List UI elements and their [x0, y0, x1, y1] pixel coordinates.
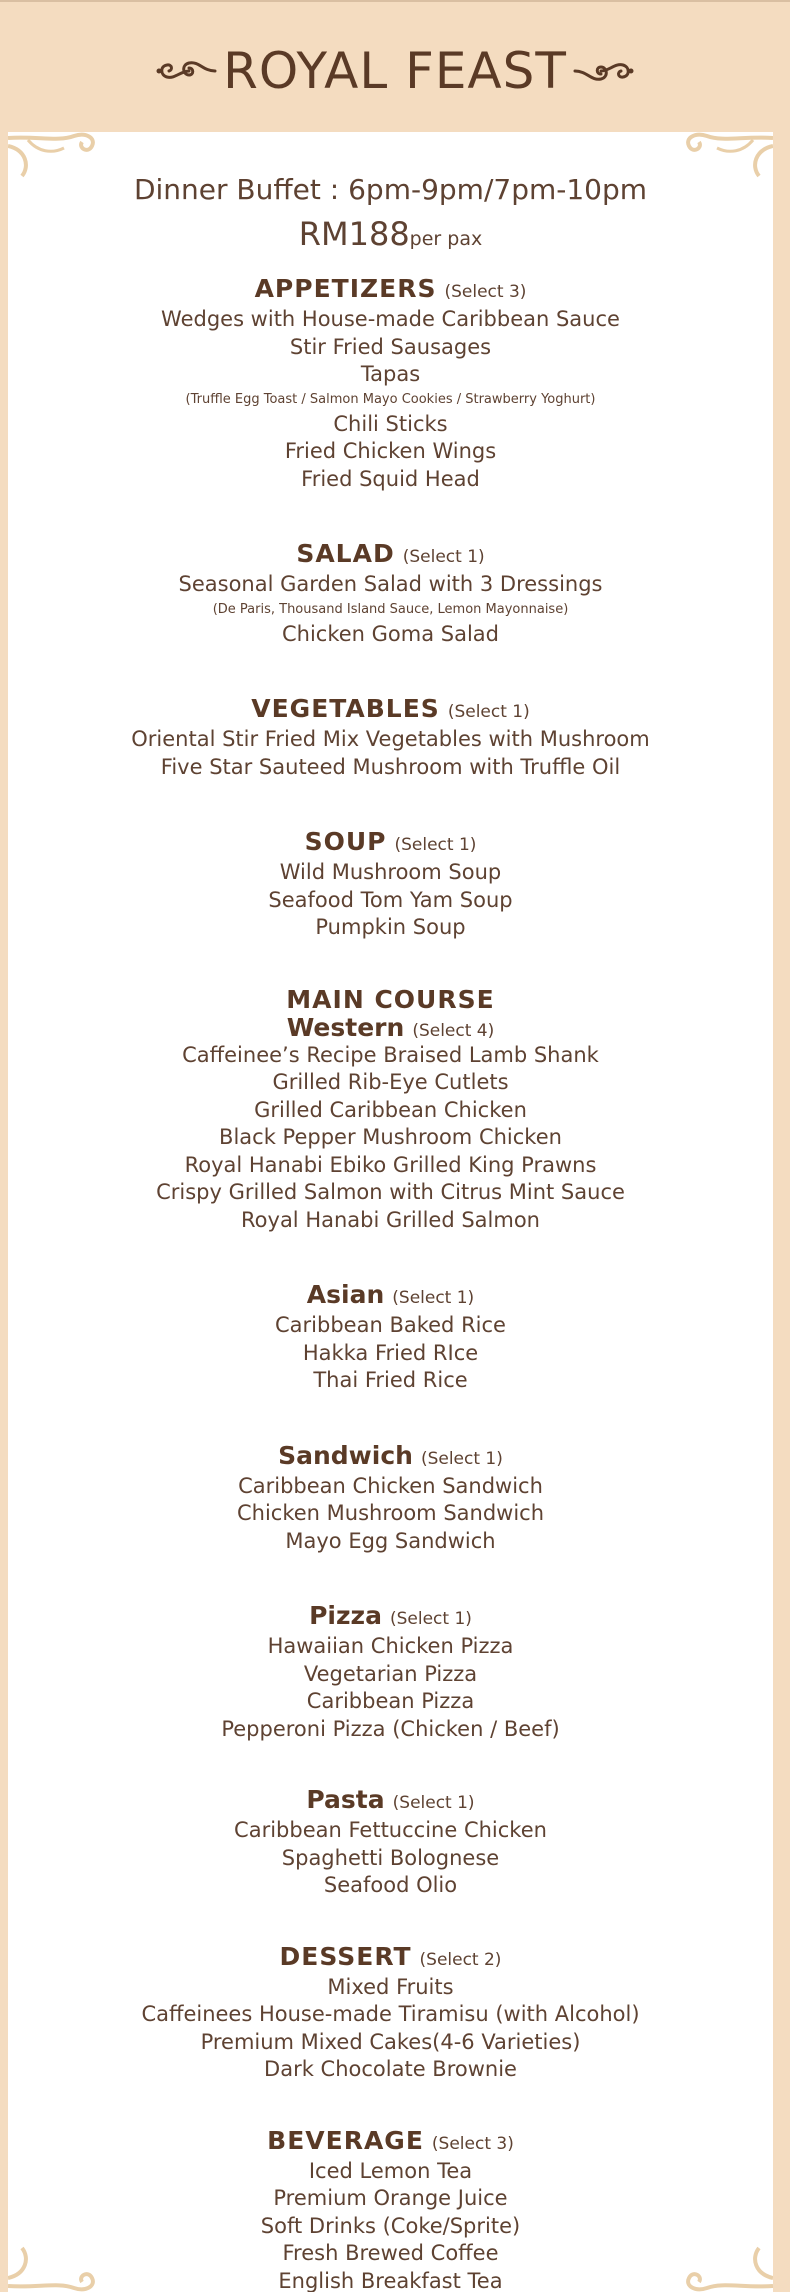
subsection-heading: [8, 1278, 773, 1312]
menu-item: Premium Orange Juice: [273, 2186, 508, 2210]
left-flourish-icon: [155, 55, 217, 87]
menu-item: Wedges with House-made Caribbean Sauce: [161, 307, 620, 331]
menu-item: Dark Chocolate Brownie: [264, 2057, 517, 2081]
menu-item: Seasonal Garden Salad with 3 Dressings: [178, 572, 603, 596]
section-heading: [8, 986, 773, 1014]
section-heading: [8, 2124, 773, 2158]
section-heading: [8, 1940, 773, 1974]
menu-item: Seafood Olio: [323, 1873, 458, 1897]
item-note: (Truffle Egg Toast / Salmon Mayo Cookies / Strawberry Yoghurt): [185, 391, 596, 407]
section-salad: [8, 537, 773, 648]
menu-item: Fried Chicken Wings: [284, 439, 497, 463]
section-soup: [8, 825, 773, 942]
select-note: (Select 2): [419, 1949, 502, 1970]
subsection-heading: [8, 1783, 773, 1817]
menu-item: Vegetarian Pizza: [303, 1661, 478, 1686]
section-asian: [8, 1278, 773, 1395]
section-title: MAIN COURSE: [286, 984, 495, 1014]
subsection-heading: [8, 1439, 773, 1473]
subsection-heading: [8, 1014, 773, 1042]
menu-item: Soft Drinks (Coke/Sprite): [260, 2213, 521, 2238]
select-note: (Select 3): [431, 2133, 514, 2154]
section-pizza: [8, 1599, 773, 1743]
menu-item: Mayo Egg Sandwich: [285, 1528, 496, 1553]
menu-item: Chicken Mushroom Sandwich: [236, 1501, 545, 1525]
menu-content: [8, 132, 773, 2292]
menu-item: Grilled Rib-Eye Cutlets: [272, 1070, 509, 1094]
section-dessert: [8, 1940, 773, 2084]
select-note: (Select 4): [412, 1020, 495, 1041]
select-note: (Select 1): [394, 835, 477, 855]
menu-item: Stir Fried Sausages: [289, 334, 492, 359]
menu-item: Five Star Sauteed Mushroom with Truffle Oil: [160, 754, 621, 779]
section-appetizers: [8, 272, 773, 493]
menu-item: Iced Lemon Tea: [308, 2158, 473, 2183]
title-group: [155, 42, 635, 100]
menu-item: Oriental Stir Fried Mix Vegetables with Mushroom: [131, 727, 650, 751]
section-beverage: [8, 2124, 773, 2292]
menu-item: Black Pepper Mushroom Chicken: [219, 1125, 562, 1149]
menu-item: Thai Fried Rice: [313, 1368, 468, 1392]
section-title: VEGETABLES: [251, 694, 440, 723]
section-title: SOUP: [304, 827, 387, 856]
menu-item: Pumpkin Soup: [315, 915, 466, 939]
select-note: (Select 1): [402, 547, 485, 567]
select-note: (Select 1): [420, 1448, 503, 1469]
subsection-heading: [8, 1599, 773, 1633]
section-title: APPETIZERS: [254, 274, 437, 303]
menu-item: English Breakfast Tea: [278, 2268, 503, 2292]
menu-item: Chili Sticks: [333, 411, 448, 436]
select-note: (Select 1): [389, 1609, 472, 1629]
section-vegetables: [8, 692, 773, 781]
price: RM188: [298, 215, 410, 253]
section-main-course: [8, 986, 773, 1235]
price-row: [8, 214, 773, 260]
menu-header: [0, 0, 790, 132]
select-note: (Select 3): [444, 282, 527, 302]
menu-item: Premium Mixed Cakes(4-6 Varieties): [200, 2029, 581, 2054]
section-sandwich: [8, 1439, 773, 1556]
menu-item: Seafood Tom Yam Soup: [268, 887, 513, 912]
select-note: (Select 1): [392, 1793, 475, 1813]
menu-item: Caffeinees House-made Tiramisu (with Alcohol): [141, 2002, 640, 2026]
menu-item: Crispy Grilled Salmon with Citrus Mint Sauce: [156, 1180, 625, 1204]
subsection-title: Sandwich: [278, 1440, 413, 1470]
per-pax-label: per pax: [409, 228, 483, 250]
section-heading: [8, 537, 773, 571]
section-heading: [8, 825, 773, 859]
menu-item: Caribbean Fettuccine Chicken: [234, 1818, 547, 1842]
menu-item: Wild Mushroom Soup: [279, 860, 502, 884]
section-heading: [8, 272, 773, 306]
menu-item: Hawaiian Chicken Pizza: [267, 1634, 514, 1658]
section-title: SALAD: [296, 539, 395, 568]
menu-item: Caribbean Pizza: [306, 1689, 475, 1713]
menu-item: Royal Hanabi Grilled Salmon: [241, 1207, 540, 1232]
menu-item: Spaghetti Bolognese: [281, 1845, 500, 1870]
subsection-title: Pizza: [309, 1601, 382, 1630]
buffet-time: Dinner Buffet : 6pm-9pm/7pm-10pm: [133, 173, 648, 206]
menu-item: Caribbean Baked Rice: [275, 1313, 506, 1337]
subsection-title: Pasta: [306, 1785, 385, 1814]
menu-item: Caribbean Chicken Sandwich: [238, 1473, 543, 1498]
menu-item: Royal Hanabi Ebiko Grilled King Prawns: [184, 1152, 597, 1177]
section-pasta: [8, 1783, 773, 1900]
menu-item: Chicken Goma Salad: [281, 621, 500, 646]
section-heading: [8, 692, 773, 726]
section-title: BEVERAGE: [267, 2125, 424, 2155]
select-note: (Select 1): [392, 1288, 475, 1308]
menu-item: Caffeinee’s Recipe Braised Lamb Shank: [182, 1042, 599, 1067]
menu-item: Mixed Fruits: [327, 1974, 454, 1999]
menu-item: Pepperoni Pizza (Chicken / Beef): [221, 1716, 560, 1741]
menu-item: Hakka Fried RIce: [302, 1340, 479, 1365]
subsection-title: Asian: [306, 1280, 385, 1309]
menu-item: Grilled Caribbean Chicken: [254, 1097, 527, 1122]
menu-item: Fried Squid Head: [301, 466, 480, 491]
section-title: DESSERT: [279, 1941, 412, 1971]
menu-item: Fresh Brewed Coffee: [282, 2241, 499, 2265]
subsection-title: Western: [286, 1012, 405, 1042]
right-flourish-icon: [573, 55, 635, 87]
page-title: ROYAL FEAST: [223, 42, 567, 100]
menu-item: Tapas: [360, 362, 421, 386]
select-note: (Select 1): [447, 702, 530, 722]
item-note: (De Paris, Thousand Island Sauce, Lemon Mayonnaise): [212, 601, 569, 617]
